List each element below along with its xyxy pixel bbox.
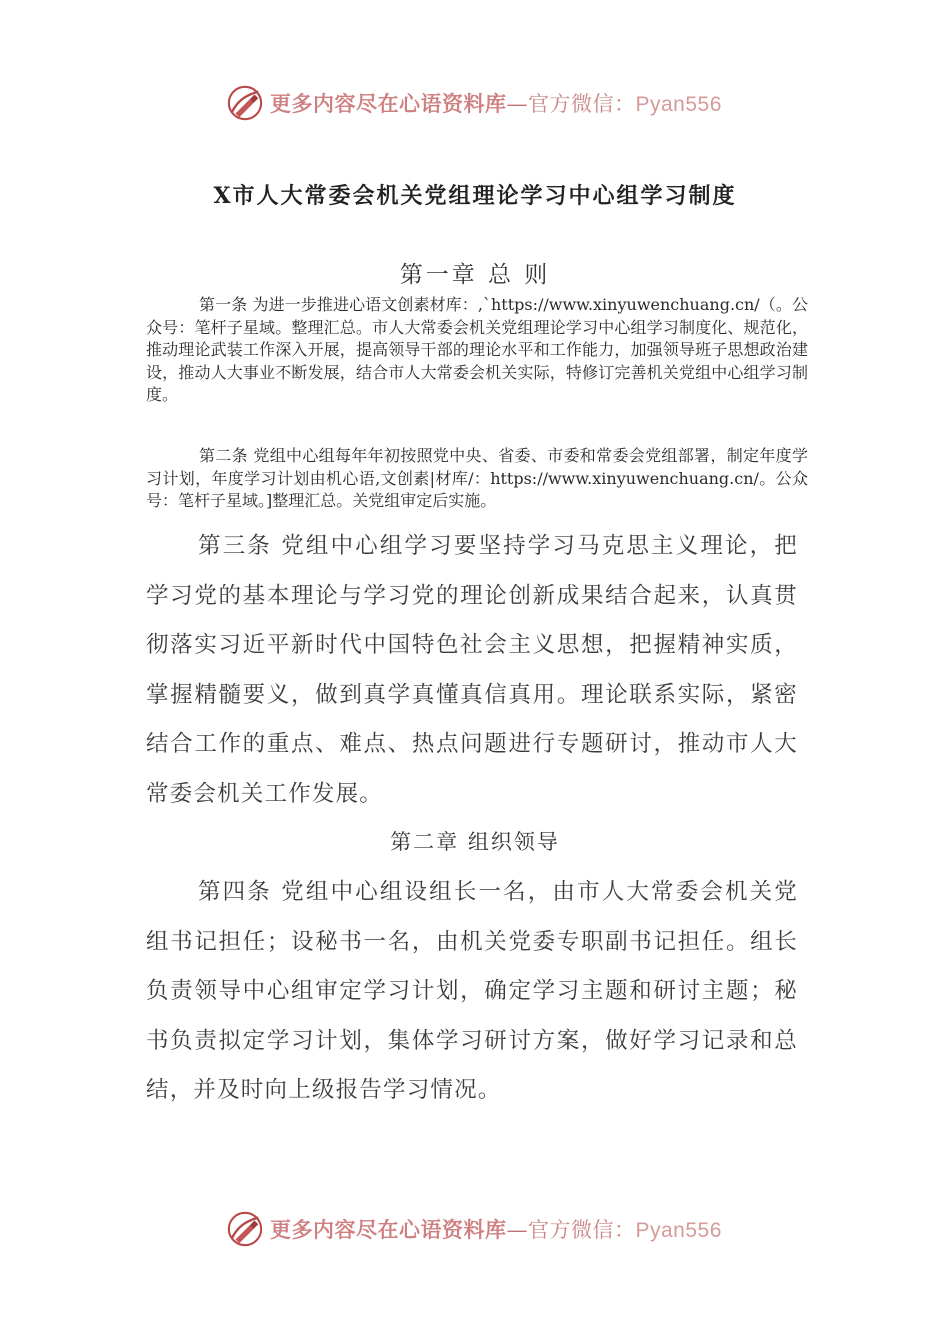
banner-brand: 更多内容尽在心语资料库: [270, 1217, 507, 1242]
article-paragraph: [146, 294, 808, 407]
article-paragraph: [146, 445, 808, 513]
banner-separator: —: [506, 92, 528, 116]
pen-logo-icon: [226, 84, 264, 122]
banner-wechat-label: 官方微信：: [528, 1218, 636, 1242]
banner-separator: —: [506, 1218, 528, 1242]
article-paragraph: [146, 522, 798, 819]
banner-text: [270, 88, 722, 118]
banner-brand: 更多内容尽在心语资料库: [270, 91, 507, 116]
chapter-heading: 第一章 总 则: [399, 262, 551, 288]
header-banner: [0, 83, 950, 123]
footer-banner: [0, 1209, 950, 1249]
article-paragraph: [146, 868, 798, 1116]
document-title: X市人大常委会机关党组理论学习中心组学习制度: [213, 183, 737, 209]
article-text: 第一条 为进一步推进心语文创素材库：,`https://www.xinyuwenchuang.cn/（。公众号：笔杆子星域。整理汇总。市人大常委会机关党组理论学习中心组学习制度化、规范化，推动理论武装工作深入开展，提高领导干部的理论水平和工作能力，加强领导班子思想政治建设，推动人大事业不断发展，结合市人大常委会机关实际，特修订完善机关党组中心组学习制度。: [146, 295, 808, 405]
pen-logo-icon: [226, 1210, 264, 1248]
banner-wechat-id: Pyan556: [635, 1219, 722, 1242]
banner-wechat-label: 官方微信：: [528, 92, 636, 116]
chapter-heading: 第二章 组织领导: [390, 830, 560, 854]
banner-text: [270, 1214, 722, 1244]
article-text: 第二条 党组中心组每年年初按照党中央、省委、市委和常委会党组部署，制定年度学习计划，年度学习计划由机心语,文创素|材库/：https://www.xinyuwenchuang.cn/。公众号：笔杆子星域。]整理汇总。关党组审定后实施。: [146, 446, 808, 511]
article-text: 第三条 党组中心组学习要坚持学习马克思主义理论，把学习党的基本理论与学习党的理论创新成果结合起来，认真贯彻落实习近平新时代中国特色社会主义思想，把握精神实质，掌握精髓要义，做到真学真懂真信真用。理论联系实际，紧密结合工作的重点、难点、热点问题进行专题研讨，推动市人大常委会机关工作发展。: [146, 533, 798, 807]
article-text: 第四条 党组中心组设组长一名，由市人大常委会机关党组书记担任；设秘书一名，由机关党委专职副书记担任。组长负责领导中心组审定学习计划，确定学习主题和研讨主题；秘书负责拟定学习计划，集体学习研讨方案，做好学习记录和总结，并及时向上级报告学习情况。: [146, 879, 798, 1103]
banner-wechat-id: Pyan556: [635, 93, 722, 116]
